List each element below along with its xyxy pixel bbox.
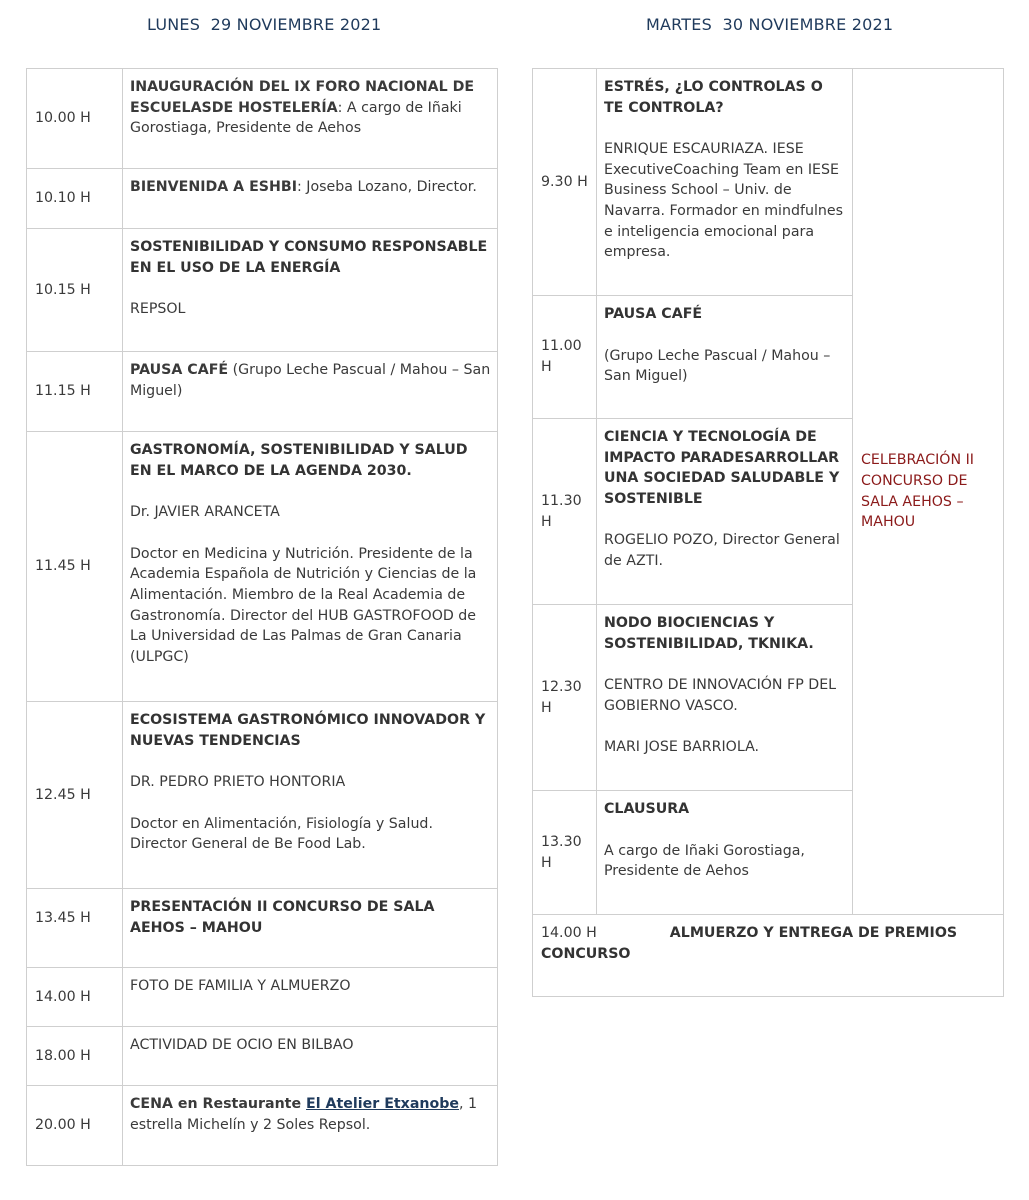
session-detail: A cargo de Iñaki Gorostiaga, Presidente de Aehos	[604, 842, 805, 880]
desc-cell	[597, 296, 853, 419]
session-title: NODO BIOCIENCIAS Y SOSTENIBILIDAD, TKNIKA.	[604, 615, 814, 652]
time-cell: 13.30 H	[533, 791, 597, 915]
table-row	[27, 229, 498, 352]
side-event-label: CELEBRACIÓN II CONCURSO DE SALA AEHOS – MAHOU	[861, 452, 974, 531]
session-title: GASTRONOMÍA, SOSTENIBILIDAD Y SALUD EN EL MARCO DE LA AGENDA 2030.	[130, 442, 468, 479]
time-cell: 10.10 H	[27, 169, 123, 229]
speaker: REPSOL	[130, 301, 186, 318]
desc-cell	[123, 432, 498, 702]
desc-cell	[123, 1027, 498, 1086]
time-cell: 12.45 H	[27, 702, 123, 889]
day2-schedule-table	[532, 68, 1004, 997]
session-detail: : A cargo de Iñaki Gorostiaga, Presidente de Aehos	[130, 99, 462, 137]
speaker-bio: Doctor en Medicina y Nutrición. Presidente de la Academia Española de Nutrición y Ciencias de la Alimentación. Miembro de la Real Academia de Gastronomía. Director del HUB GASTROFOOD de La Universidad de Las Palmas de Gran Canaria (ULPGC)	[130, 545, 477, 665]
session-title: CLAUSURA	[604, 801, 690, 817]
day2-title: MARTES 30 NOVIEMBRE 2021	[646, 15, 894, 34]
closing-lunch-cell	[533, 915, 1004, 997]
session-title: INAUGURACIÓN DEL IX FORO NACIONAL DE ESCUELASDE HOSTELERÍA	[130, 79, 475, 116]
session-detail: , 1 estrella Michelín y 2 Soles Repsol.	[130, 1096, 478, 1133]
table-row	[27, 169, 498, 229]
speaker: ROGELIO POZO, Director General de AZTI.	[604, 532, 840, 569]
table-row	[27, 968, 498, 1027]
desc-cell	[123, 702, 498, 889]
table-row	[27, 69, 498, 169]
session-title: ESTRÉS, ¿LO CONTROLAS O TE CONTROLA?	[604, 79, 823, 116]
time-cell: 14.00 H	[541, 925, 597, 941]
table-row	[27, 1027, 498, 1086]
time-cell: 13.45 H	[27, 889, 123, 968]
time-cell: 12.30 H	[533, 605, 597, 791]
session-title: PAUSA CAFÉ	[604, 306, 703, 322]
session-detail: (Grupo Leche Pascual / Mahou – San Miguel)	[130, 362, 491, 399]
desc-cell	[123, 889, 498, 968]
session-title: ALMUERZO Y ENTREGA DE PREMIOS	[669, 925, 958, 941]
time-cell: 11.00 H	[533, 296, 597, 419]
session-title: CIENCIA Y TECNOLOGÍA DE IMPACTO PARADESARROLLAR UNA SOCIEDAD SALUDABLE Y SOSTENIBLE	[604, 429, 840, 507]
time-cell: 11.45 H	[27, 432, 123, 702]
session-title: ECOSISTEMA GASTRONÓMICO INNOVADOR Y NUEVAS TENDENCIAS	[130, 712, 486, 749]
desc-cell	[597, 69, 853, 296]
table-row	[27, 889, 498, 968]
time-cell: 10.00 H	[27, 69, 123, 169]
desc-cell	[597, 791, 853, 915]
time-cell: 18.00 H	[27, 1027, 123, 1086]
speaker-bio: Doctor en Alimentación, Fisiología y Salud. Director General de Be Food Lab.	[130, 815, 433, 853]
restaurant-link[interactable]: El Atelier Etxanobe	[306, 1096, 460, 1112]
session-title: ACTIVIDAD DE OCIO EN BILBAO	[130, 1037, 354, 1053]
desc-cell	[123, 1086, 498, 1166]
speaker: DR. PEDRO PRIETO HONTORIA	[130, 774, 346, 791]
session-title: CENA en Restaurante	[130, 1096, 307, 1112]
time-cell: 14.00 H	[27, 968, 123, 1027]
day1-title: LUNES 29 NOVIEMBRE 2021	[147, 15, 382, 34]
time-cell: 9.30 H	[533, 69, 597, 296]
session-detail: (Grupo Leche Pascual / Mahou – San Miguel)	[604, 347, 831, 385]
time-cell: 10.15 H	[27, 229, 123, 352]
desc-cell	[123, 229, 498, 352]
session-title: PRESENTACIÓN II CONCURSO DE SALA AEHOS – MAHOU	[130, 899, 435, 936]
side-event-cell	[853, 69, 1004, 915]
day1-schedule-table	[26, 68, 498, 1166]
table-row	[533, 915, 1004, 997]
speaker: CENTRO DE INNOVACIÓN FP DEL GOBIERNO VASCO.	[604, 677, 837, 714]
session-detail: : Joseba Lozano, Director.	[296, 179, 477, 195]
speaker-name: MARI JOSE BARRIOLA.	[604, 739, 760, 756]
table-row	[27, 432, 498, 702]
table-row	[27, 352, 498, 432]
table-row	[27, 702, 498, 889]
session-title: BIENVENIDA A ESHBI	[130, 179, 297, 195]
time-cell: 11.30 H	[533, 419, 597, 605]
desc-cell	[597, 419, 853, 605]
desc-cell	[597, 605, 853, 791]
session-title-continued: CONCURSO	[541, 945, 631, 962]
time-cell: 20.00 H	[27, 1086, 123, 1166]
table-row	[533, 69, 1004, 296]
desc-cell	[123, 69, 498, 169]
session-title: FOTO DE FAMILIA Y ALMUERZO	[130, 978, 351, 994]
speaker: ENRIQUE ESCAURIAZA. IESE ExecutiveCoaching Team en IESE Business School – Univ. de Navarra. Formador en mindfulnes e inteligencia emocional para empresa.	[604, 141, 844, 261]
time-cell: 11.15 H	[27, 352, 123, 432]
desc-cell	[123, 169, 498, 229]
desc-cell	[123, 968, 498, 1027]
session-title: PAUSA CAFÉ	[130, 362, 229, 378]
desc-cell	[123, 352, 498, 432]
table-row	[27, 1086, 498, 1166]
speaker: Dr. JAVIER ARANCETA	[130, 504, 280, 521]
session-title: SOSTENIBILIDAD Y CONSUMO RESPONSABLE EN EL USO DE LA ENERGÍA	[130, 239, 488, 276]
